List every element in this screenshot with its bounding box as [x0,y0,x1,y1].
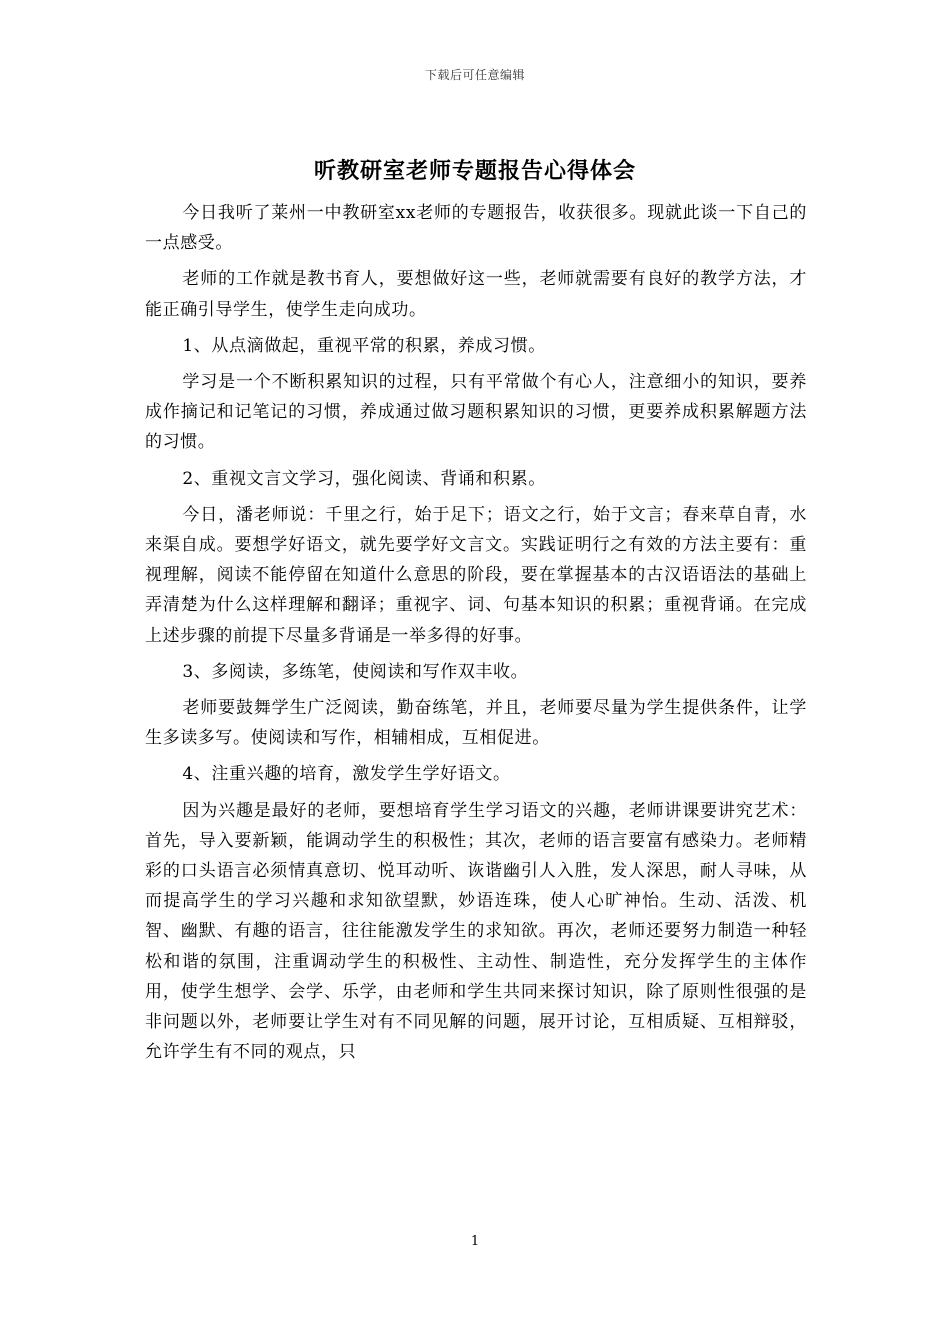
header-note: 下载后可任意编辑 [424,68,525,82]
paragraph-teacher-role: 老师的工作就是教书育人，要想做好这一些，老师就需要有良好的教学方法，才能正确引导学生，使学生走向成功。 [145,269,807,320]
paragraph-intro: 今日我听了莱州一中教研室xx老师的专题报告，收获很多。现就此谈一下自己的一点感受。 [145,203,807,254]
heading-point-3: 3、多阅读，多练笔，使阅读和写作双丰收。 [182,661,529,682]
page-number: 1 [470,1234,480,1249]
heading-point-4: 4、注重兴趣的培育，激发学生学好语文。 [182,764,511,785]
document-body [145,198,807,1073]
paragraph-point-2: 今日，潘老师说：千里之行，始于足下；语文之行，始于文言；春来草自青，水来渠自成。要想学好语文，就先要学好文言文。实践证明行之有效的方法主要有：重视理解，阅读不能停留在知道什么意思的阶段，要在掌握基本的古汉语语法的基础上弄清楚为什么这样理解和翻译；重视字、词、句基本知识的积累；重视背诵。在完成上述步骤的前提下尽量多背诵是一举多得的好事。 [145,504,807,646]
paragraph-point-1: 学习是一个不断积累知识的过程，只有平常做个有心人，注意细小的知识，要养成作摘记和记笔记的习惯，养成通过做习题积累知识的习惯，更要养成积累解题方法的习惯。 [145,372,807,453]
heading-point-2: 2、重视文言文学习，强化阅读、背诵和积累。 [182,468,546,489]
heading-point-1: 1、从点滴做起，重视平常的积累，养成习惯。 [182,335,546,356]
document-title: 听教研室老师专题报告心得体会 [313,158,636,184]
paragraph-point-4: 因为兴趣是最好的老师，要想培育学生学习语文的兴趣，老师讲课要讲究艺术：首先，导入要新颖，能调动学生的积极性；其次，老师的语言要富有感染力。老师精彩的口头语言必须情真意切、悦耳动听、诙谐幽引人入胜，发人深思，耐人寻味，从而提高学生的学习兴趣和求知欲望默，妙语连珠，使人心旷神怡。生动、活泼、机智、幽默、有趣的语言，往往能激发学生的求知欲。再次，老师还要努力制造一种轻松和谐的氛围，注重调动学生的积极性、主动性、制造性，充分发挥学生的主体作用，使学生想学、会学、乐学，由老师和学生共同来探讨知识，除了原则性很强的是非问题以外，老师要让学生对有不同见解的问题，展开讨论，互相质疑、互相辩驳，允许学生有不同的观点，只 [145,800,807,1063]
paragraph-point-3: 老师要鼓舞学生广泛阅读，勤奋练笔，并且，老师要尽量为学生提供条件，让学生多读多写。使阅读和写作，相辅相成，互相促进。 [145,698,807,749]
